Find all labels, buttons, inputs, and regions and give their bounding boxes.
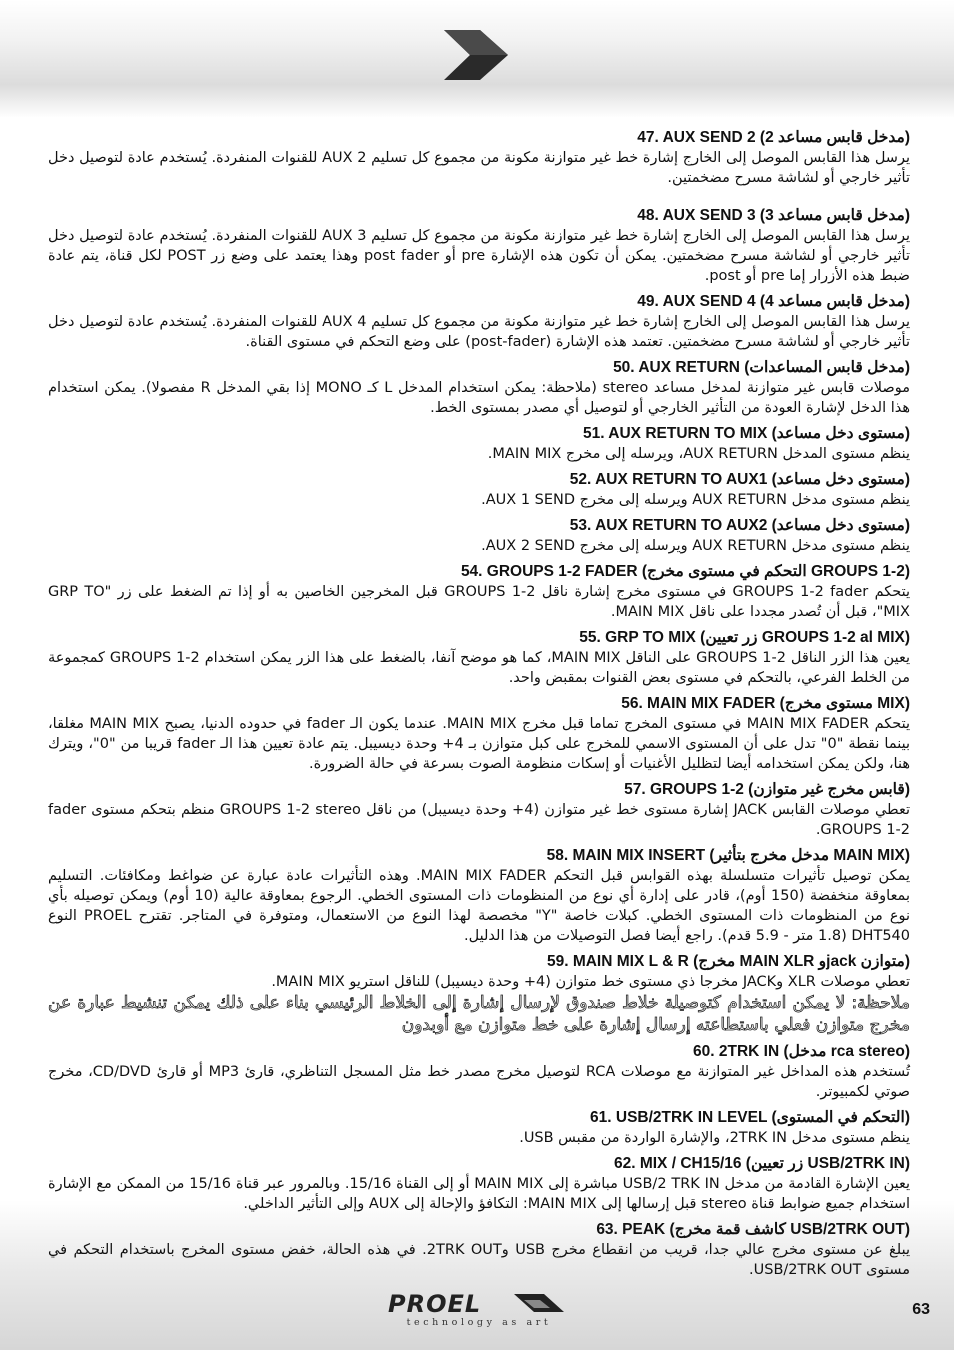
section-heading: 62. MIX / CH15/16 (زر تعيين USB/2TRK IN) bbox=[613, 1155, 910, 1172]
section-53 bbox=[48, 516, 910, 556]
section-heading: 52. AUX RETURN TO AUX1 (مستوى دخل مساعد) bbox=[569, 471, 910, 488]
section-heading: 60. 2TRK IN (مدخل rca stereo) bbox=[693, 1043, 910, 1060]
section-body: يتحكم GROUPS 1-2 fader في مستوى مخرج إشارة ناقل GROUPS 1-2 قبل المخرجين الخاصين به أو إذا تم الضغط على زر "GRP TO MIX"، قبل أن تُصدر مجددا على ناقل MAIN MIX. bbox=[48, 584, 910, 620]
section-56 bbox=[48, 694, 910, 774]
section-59 bbox=[48, 952, 910, 1036]
manual-content bbox=[48, 128, 910, 1286]
section-heading: 56. MAIN MIX FADER (مستوى مخرج MIX) bbox=[621, 695, 910, 712]
logo-swoosh-icon bbox=[514, 1292, 566, 1314]
chevron-right-icon bbox=[440, 26, 512, 84]
section-48 bbox=[48, 206, 910, 286]
section-note: ملاحظة: لا يمكن استخدام كتوصيلة خلاط صندوق لإرسال إشارة إلى الخلاط الرئيسي بناء على ذلك يمكن تنشيط عبارة عن مخرج متوازن فعلي باستطاعته إرسال إشارة على خط متوازن مع أوبدون bbox=[48, 993, 910, 1035]
section-body: يعين هذا الزر الناقل GROUPS 1-2 على الناقل MAIN MIX، كما هو موضح آنفا، بالضغط على هذا الزر يمكن استخدام GROUPS 1-2 كمجموعة من الخلط الفرعي، بالتحكم في مستوى بعض القنوات بمقبض واحد. bbox=[48, 650, 911, 686]
section-50 bbox=[48, 358, 910, 418]
section-body: موصلات قابس غير متوازنة لمدخل مساعد stereo (ملاحظة: يمكن استخدام المدخل L كـ MONO إذا بقي المدخل R مفصولا). يمكن استخدام هذا الدخل لإشارة العودة من التأثير الخارجي أو لتوصيل أي مصدر بمستوى الخط. bbox=[48, 380, 910, 416]
section-heading: 50. AUX RETURN (مدخل قابس المساعدات) bbox=[613, 359, 910, 376]
section-63 bbox=[48, 1220, 910, 1280]
section-52 bbox=[48, 470, 910, 510]
section-heading: 48. AUX SEND 3 (مدخل قابس مساعد 3) bbox=[637, 207, 910, 224]
logo-wordmark: PROEL bbox=[388, 1290, 482, 1318]
section-heading: 54. GROUPS 1-2 FADER (التحكم في مستوى مخرج GROUPS 1-2) bbox=[460, 563, 910, 580]
proel-logo bbox=[388, 1290, 570, 1334]
section-heading: 58. MAIN MIX INSERT (مدخل مخرج بتأثير MAIN MIX) bbox=[546, 847, 910, 864]
section-body: تُستخدم هذه المداخل غير المتوازنة مع موصلات RCA لتوصيل مخرج مصدر خط مثل المسجل التناظري، قارئ MP3 أو قارئ CD/DVD، مخرج صوتي لكمبيوتر. bbox=[48, 1064, 911, 1100]
section-60 bbox=[48, 1042, 910, 1102]
logo-tagline: technology as art bbox=[406, 1317, 552, 1328]
section-heading: 53. AUX RETURN TO AUX2 (مستوى دخل مساعد) bbox=[569, 517, 910, 534]
section-body: ينظم مستوى المدخل AUX RETURN، ويرسله إلى مخرج MAIN MIX. bbox=[487, 446, 910, 462]
section-58 bbox=[48, 846, 910, 946]
section-49 bbox=[48, 292, 910, 352]
section-body: تعطي موصلات XLR وJACK مخرجا ذي مستوى خط متوازن (4+ وحدة ديسيبل) للناقل استريو MAIN MIX. bbox=[271, 974, 910, 990]
section-body: ينظم مستوى مدخل AUX RETURN ويرسله إلى مخرج AUX 2 SEND. bbox=[481, 538, 910, 554]
section-body: يرسل هذا القابس الموصل إلى الخارج إشارة خط غير متوازنة مكونة من مجموع كل تسليم AUX 4 للقنوات المنفردة. يُستخدم عادة لتوصيل دخل تأثير خارجي أو لشاشة مسرح مضخمتين. تعتمد هذه الإشارة (post-fader) على وضع التحكم في مستوى القناة. bbox=[48, 314, 910, 350]
section-body: ينظم مستوى مدخل 2TRK IN، والإشارة الواردة من مقبس USB. bbox=[519, 1130, 910, 1146]
section-heading: 61. USB/2TRK IN LEVEL (التحكم في المستوى) bbox=[590, 1109, 910, 1126]
section-heading: 57. GROUPS 1-2 (قابس مخرج غير متوازن) bbox=[624, 781, 910, 798]
section-61 bbox=[48, 1108, 910, 1148]
section-body: يرسل هذا القابس الموصل إلى الخارج إشارة خط غير متوازنة مكونة من مجموع كل تسليم AUX 3 للقنوات المنفردة. يُستخدم عادة لتوصيل دخل تأثير خارجي أو لشاشة مسرح مضخمتين. يمكن أن تكون هذه الإشارة pre أو post fader وهذا يعتمد على وضع زر POST لكل قناة، يتم عادة ضبط هذه الأزرار إما pre أو post. bbox=[48, 228, 910, 284]
section-heading: 49. AUX SEND 4 (مدخل قابس مساعد 4) bbox=[637, 293, 910, 310]
section-body: تعطي موصلات القابس JACK إشارة مستوى خط غير متوازن (4+ وحدة ديسيبل) من ناقل GROUPS 1-2 stereo منظم بتحكم مستوى fader GROUPS 1-2. bbox=[48, 802, 910, 838]
section-57 bbox=[48, 780, 910, 840]
section-55 bbox=[48, 628, 910, 688]
section-62 bbox=[48, 1154, 910, 1214]
section-51 bbox=[48, 424, 910, 464]
section-body: ينظم مستوى مدخل AUX RETURN ويرسله إلى مخرج AUX 1 SEND. bbox=[481, 492, 910, 508]
section-heading: 59. MAIN MIX L & R (مخرج MAIN XLR وjack متوازن) bbox=[546, 953, 910, 970]
section-heading: 55. GRP TO MIX (زر تعيين GROUPS 1-2 al MIX) bbox=[579, 629, 910, 646]
section-heading: 63. PEAK (كاشف قمة مخرج USB/2TRK OUT) bbox=[596, 1221, 910, 1238]
section-body: يرسل هذا القابس الموصل إلى الخارج إشارة خط غير متوازنة مكونة من مجموع كل تسليم AUX 2 للقنوات المنفردة. يُستخدم عادة لتوصيل دخل تأثير خارجي أو لشاشة مسرح مضخمتين. bbox=[48, 150, 910, 186]
section-body: يبلغ عن مستوى مخرج عالي جدا، قريب من انقطاع مخرج USB و2TRK OUT. في هذه الحالة، خفض مستوى المخرج باستخدام التحكم في مستوى USB/2TRK OUT. bbox=[48, 1242, 910, 1278]
section-body: يتحكم MAIN MIX FADER في مستوى المخرج تماما قبل مخرج MAIN MIX. عندما يكون الـ fader في حدوده الدنيا، يصبح MAIN MIX مغلقا، بينما نقطة "0" تدل على أن المستوى الاسمي للمخرج على كبل متوازن بـ 4+ وحدة ديسيبل. يتم عادة تعيين هذا الـ fader قريبا من "0"، ويترك هنا، ولكن يمكن استخدامه أيضا لتظليل الأغنيات أو إسكات منظومة الصوت بسرعة في حالة الضرورة. bbox=[48, 716, 911, 772]
section-body: يعين الإشارة القادمة من مدخل USB/2 TRK IN مباشرة إلى MAIN MIX أو إلى القناة 15/16. وبالمرور عبر قناة 15/16 من الممكن مع الإشارة استخدام جميع ضوابط قناة stereo قبل إرسالها إلى MAIN MIX: التكافؤ والإحالة إلى AUX وإلى التأثير الداخلي. bbox=[48, 1176, 911, 1212]
section-body: يمكن توصيل تأثيرات متسلسلة بهذه القوابس قبل التحكم MAIN MIX FADER. وهذه التأثيرات عادة عبارة عن ضواغط ومكافئات. التسليم بمعاوقة منخفضة (150 أوم)، قادر على إدارة أي نوع من المنظومات ذات المستوى الخطي. الرجوع بمعاوقة عالية (10 أوم) ويمكن توصيله بأي نوع من المنظومات ذات المستوى الخطي. كبلات خاصة "Y" مخصصة لهذا النوع من الاستعمال، ومتوفرة في المتاجر. تقترح PROEL النوع DHT540 (1.8 متر - 5.9 قدم). راجع أيضا فصل التوصيلات من هذا الدليل. bbox=[48, 868, 911, 944]
section-heading: 47. AUX SEND 2 (مدخل قابس مساعد 2) bbox=[637, 129, 910, 146]
section-54 bbox=[48, 562, 910, 622]
page-number: 63 bbox=[912, 1301, 930, 1318]
section-47 bbox=[48, 128, 910, 188]
section-heading: 51. AUX RETURN TO MIX (مستوى دخل مساعد) bbox=[583, 425, 910, 442]
